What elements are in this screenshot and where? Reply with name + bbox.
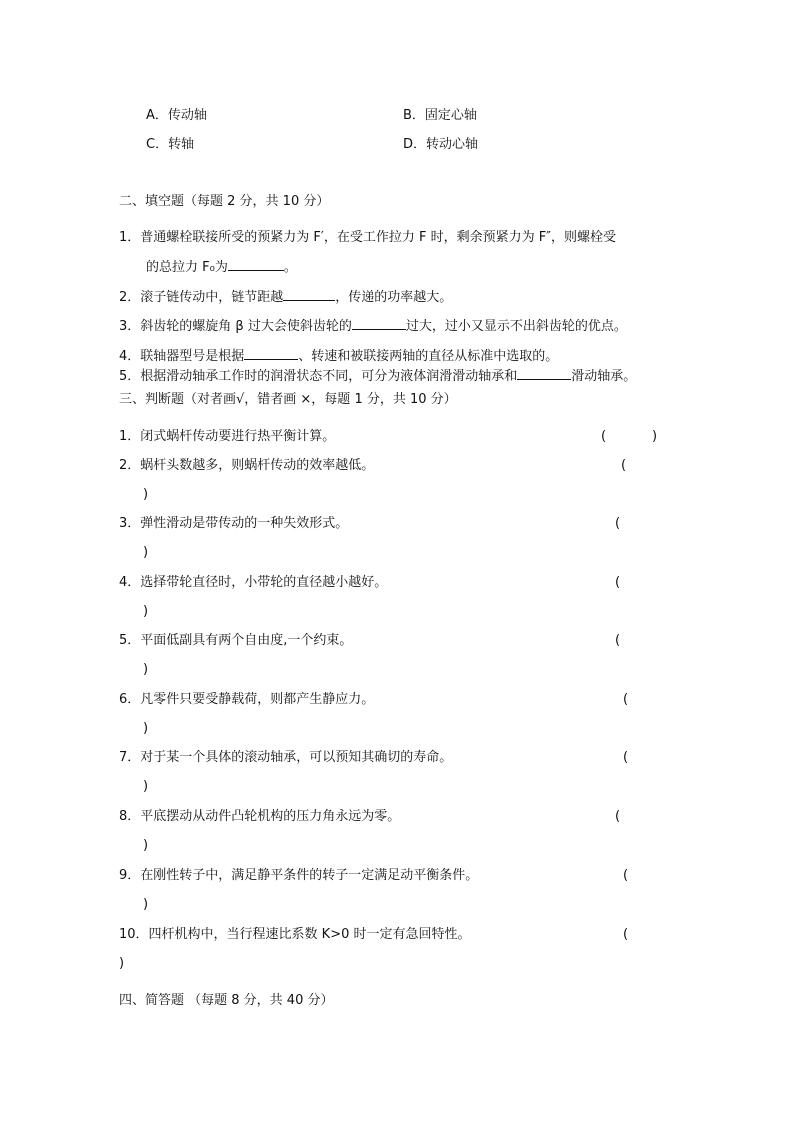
fill-q5-end: 滑动轴承。 — [571, 369, 637, 384]
judge-item-4-close: ) — [143, 604, 149, 619]
fill-q4-end: 、转速和被联接两轴的直径从标准中选取的。 — [298, 349, 559, 364]
option-b: B．固定心轴 — [403, 108, 477, 123]
judge-item-1-text: 1．闭式蜗杆传动要进行热平衡计算。 — [119, 429, 336, 444]
judge-section-heading: 三、判断题（对者画√，错者画 ×，每题 1 分，共 10 分） — [119, 392, 457, 407]
fill-q3-start: 3．斜齿轮的螺旋角 β 过大会使斜齿轮的 — [119, 319, 352, 334]
short-section-heading: 四、简答题 （每题 8 分，共 40 分） — [119, 993, 334, 1008]
option-c: C．转轴 — [146, 137, 195, 152]
judge-item-1-open: ( — [601, 429, 607, 444]
judge-item-5-open: ( — [615, 633, 621, 648]
judge-item-8-open: ( — [615, 809, 621, 824]
option-d: D．转动心轴 — [403, 137, 479, 152]
fill-q1-end: 。 — [283, 260, 297, 275]
fill-q1-line2 — [146, 258, 297, 277]
judge-item-7-text: 7．对于某一个具体的滚动轴承，可以预知其确切的寿命。 — [119, 750, 453, 765]
fill-q2-start: 2．滚子链传动中，链节距越 — [119, 290, 284, 305]
judge-item-7-open: ( — [623, 750, 629, 765]
fill-section-heading: 二、填空题（每题 2 分，共 10 分） — [119, 194, 330, 209]
judge-item-3-text: 3．弹性滑动是带传动的一种失效形式。 — [119, 516, 349, 531]
judge-item-10-text: 10．四杆机构中，当行程速比系数 K>0 时一定有急回特性。 — [119, 927, 471, 942]
judge-item-2-open: ( — [621, 458, 627, 473]
judge-item-9-close: ) — [143, 897, 149, 912]
judge-item-1-close: ) — [652, 429, 658, 444]
fill-q4-blank — [244, 347, 298, 360]
fill-q3 — [119, 317, 627, 336]
fill-q1-text: 的总拉力 F₀为 — [146, 260, 228, 275]
fill-q3-blank — [352, 317, 406, 330]
judge-item-2-text: 2．蜗杆头数越多，则蜗杆传动的效率越低。 — [119, 458, 375, 473]
fill-q3-end: 过大，过小又显示不出斜齿轮的优点。 — [405, 319, 627, 334]
judge-item-4-text: 4．选择带轮直径时，小带轮的直径越小越好。 — [119, 575, 388, 590]
judge-item-9-open: ( — [623, 868, 629, 883]
option-a: A．传动轴 — [146, 108, 207, 123]
fill-q5 — [119, 367, 636, 386]
judge-item-9-text: 9．在刚性转子中，满足静平条件的转子一定满足动平衡条件。 — [119, 868, 479, 883]
judge-item-4-open: ( — [615, 575, 621, 590]
fill-q5-blank — [517, 367, 571, 380]
judge-item-3-close: ) — [143, 545, 149, 560]
fill-q2-end: ，传递的功率越大。 — [335, 290, 453, 305]
judge-item-8-close: ) — [143, 838, 149, 853]
fill-q1-line1: 1．普通螺栓联接所受的预紧力为 F′，在受工作拉力 F 时，剩余预紧力为 F″，则螺栓受 — [119, 230, 617, 245]
fill-q2-blank — [283, 288, 335, 301]
judge-item-6-close: ) — [143, 721, 149, 736]
judge-item-3-open: ( — [615, 516, 621, 531]
judge-item-6-open: ( — [623, 692, 629, 707]
judge-item-10-close: ) — [119, 956, 125, 971]
fill-q2 — [119, 288, 452, 307]
fill-q5-start: 5．根据滑动轴承工作时的润滑状态不同，可分为液体润滑滑动轴承和 — [119, 369, 518, 384]
fill-q4 — [119, 347, 558, 366]
judge-item-8-text: 8．平底摆动从动件凸轮机构的压力角永远为零。 — [119, 809, 401, 824]
judge-item-2-close: ) — [143, 487, 149, 502]
judge-item-10-open: ( — [623, 927, 629, 942]
fill-q4-start: 4．联轴器型号是根据 — [119, 349, 245, 364]
judge-item-6-text: 6．凡零件只要受静载荷，则都产生静应力。 — [119, 692, 375, 707]
judge-item-7-close: ) — [143, 779, 149, 794]
fill-q1-blank — [228, 258, 284, 271]
judge-item-5-text: 5．平面低副具有两个自由度,一个约束。 — [119, 633, 353, 648]
judge-item-5-close: ) — [143, 662, 149, 677]
